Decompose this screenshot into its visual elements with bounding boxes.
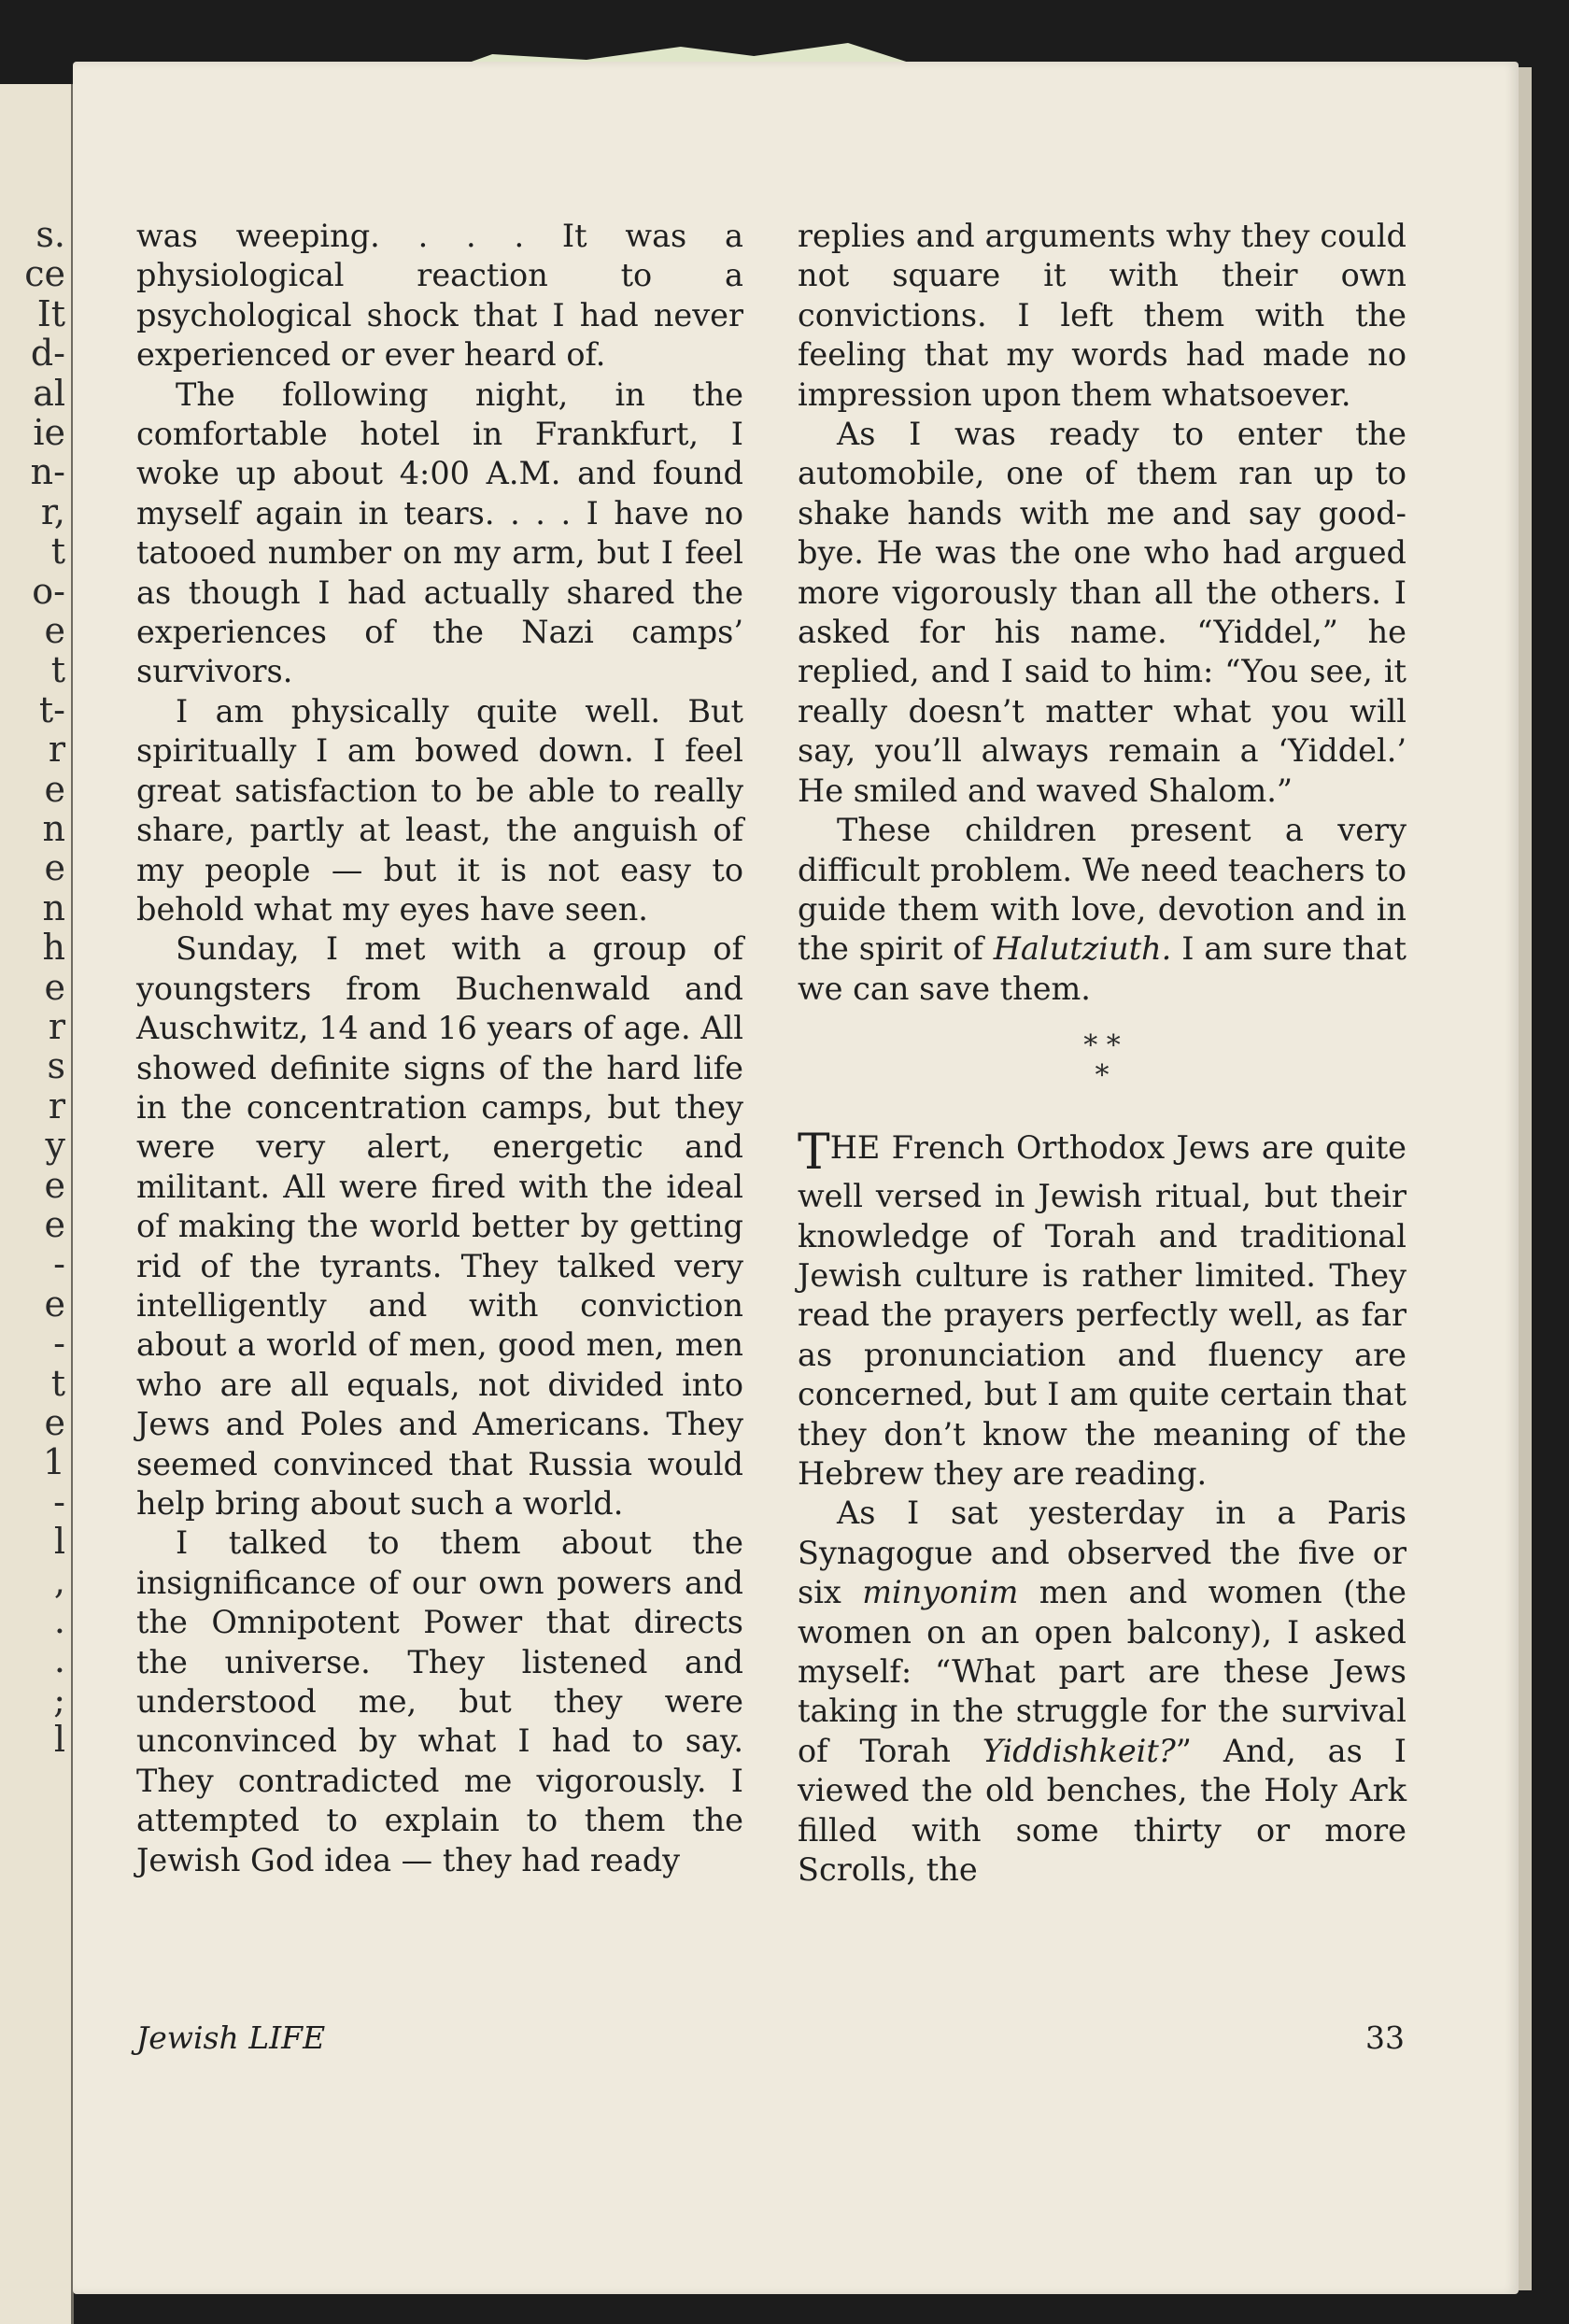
adjacent-page-fragment: e (44, 847, 65, 889)
paragraph-9: THE French Orthodox Jews are quite well versed in Jewish ritual, but their knowledge of Torah and traditional Jewish culture is rather limited. They read the prayers perfectly well, as far as pronunciation and fluency are concerned, but I am quite certain that they don’t know the meaning of the Hebrew they are reading. (798, 1125, 1406, 1492)
drop-cap: T (798, 1125, 830, 1182)
paragraph-10: As I sat yesterday in a Paris Synagogue and observed the five or six minyonim men and women (the women on an open balcony), I asked myself: “What part are these Jews taking in the struggle for the survival of Torah Yiddishkeit?” And, as I viewed the old benches, the Holy Ark filled with some thirty or more Scrolls, the (798, 1495, 1407, 1889)
adjacent-page-fragment: t- (38, 688, 65, 730)
publication-name: Jewish LIFE (136, 2019, 326, 2056)
section-separator (798, 1031, 1406, 1091)
adjacent-page-fragment: r (48, 729, 65, 771)
paragraph-6: replies and arguments why they could not square it with their own convictions. I left them with the feeling that my words had made no impression upon them whatsoever. (798, 218, 1406, 413)
adjacent-page-fragment: ce (24, 253, 65, 295)
italic-term: minyonim (862, 1574, 1019, 1611)
paragraph-1: was weeping. . . . It was a physiological reaction to a psychological shock that I had never experienced or ever heard of. (136, 218, 743, 374)
adjacent-page-fragment: s. (35, 214, 65, 255)
italic-term: Halutziuth. (993, 930, 1172, 968)
paragraph-7: As I was ready to enter the automobile, one of them ran up to shake hands with me and say good-bye. He was the one who had argued more vigorously than all the others. I asked for his name. “Yiddel,” he replied, and I said to him: “You see, it really doesn’t matter what you will say, you’ll always remain a ‘Yiddel.’ He smiled and waved Shalom.” (798, 416, 1406, 809)
separator-asterisks-top: * * (1083, 1029, 1121, 1063)
adjacent-page-fragment: r (48, 1006, 65, 1047)
adjacent-page-fragment: al (33, 372, 65, 414)
adjacent-page-fragment: r (48, 1084, 65, 1127)
adjacent-page-fragment: - (53, 1481, 65, 1523)
adjacent-page-fragment: 1 (42, 1441, 65, 1483)
adjacent-page-fragment: e (44, 1282, 65, 1325)
adjacent-page-fragment: d- (30, 333, 65, 375)
adjacent-page-fragment: l (53, 1719, 65, 1761)
adjacent-page-fragment: e (44, 610, 65, 651)
adjacent-page-fragment: - (53, 1323, 65, 1365)
adjacent-page-fragment: t (50, 649, 65, 691)
adjacent-page-fragment: y (45, 1125, 65, 1167)
adjacent-page-fragment: o- (32, 570, 65, 612)
adjacent-page-fragment: e (44, 1204, 65, 1245)
adjacent-page-fragment: . (53, 1639, 65, 1681)
adjacent-page-fragment: . (53, 1600, 65, 1641)
right-text-column (798, 217, 1406, 1890)
adjacent-page-fragment: e (44, 768, 65, 810)
adjacent-page-fragment: t (50, 1362, 65, 1404)
adjacent-page-fragment: - (53, 1243, 65, 1285)
adjacent-page-fragment: h (42, 927, 65, 969)
adjacent-page-fragment: ie (33, 412, 65, 453)
italic-term: Yiddishkeit? (982, 1732, 1176, 1769)
paragraph-2: The following night, in the comfortable hotel in Frankfurt, I woke up about 4:00 A.M. and found myself again in tears. . . . I have no tatooed number on my arm, but I feel as though I had actually shared the experiences of the Nazi camps’ survivors. (136, 376, 743, 690)
adjacent-page-fragment: ; (53, 1679, 65, 1721)
adjacent-page-fragment: n (42, 886, 65, 928)
page-number: 33 (1365, 2019, 1405, 2056)
paragraph-8: These children present a very difficult problem. We need teachers to guide them with love, devotion and in the spirit of Halutziuth. I am sure that we can save them. (798, 812, 1406, 1007)
left-text-column (136, 217, 743, 1880)
adjacent-page-strip (0, 84, 74, 2324)
paragraph-3: I am physically quite well. But spiritually I am bowed down. I feel great satisfaction to be able to really share, partly at least, the anguish of my people — but it is not easy to behold what my eyes have seen. (136, 692, 743, 928)
adjacent-page-fragment: e (44, 966, 65, 1008)
adjacent-page-fragment: n- (30, 451, 65, 493)
paragraph-5: I talked to them about the insignificance of our own powers and the Omnipotent Power that directs the universe. They listened and understood me, but they were unconvinced by what I had to say. They contradicted me vigorously. I attempted to explain to them the Jewish God idea — they had ready (136, 1524, 743, 1878)
adjacent-page-fragment: s (47, 1045, 65, 1087)
separator-asterisk-bottom: * (1095, 1059, 1110, 1093)
adjacent-page-fragment: e (44, 1164, 65, 1206)
adjacent-page-fragment: l (53, 1521, 65, 1563)
adjacent-page-fragment: t (50, 531, 65, 573)
adjacent-page-fragment: , (53, 1560, 65, 1602)
adjacent-page-fragment: e (44, 1402, 65, 1443)
adjacent-page-fragment: n (42, 808, 65, 849)
adjacent-page-fragment: It (36, 292, 65, 334)
adjacent-page-fragment: r, (40, 490, 65, 532)
page-edge-shadow (1519, 67, 1532, 2290)
paragraph-4: Sunday, I met with a group of youngsters from Buchenwald and Auschwitz, 14 and 16 years of age. All showed definite signs of the hard life in the concentration camps, but they were very alert, energetic and militant. All were fired with the ideal of making the world better by getting rid of the tyrants. They talked very intelligently and with conviction about a world of men, good men, men who are all equals, not divided into Jews and Poles and Americans. They seemed convinced that Russia would help bring about such a world. (136, 930, 743, 1522)
